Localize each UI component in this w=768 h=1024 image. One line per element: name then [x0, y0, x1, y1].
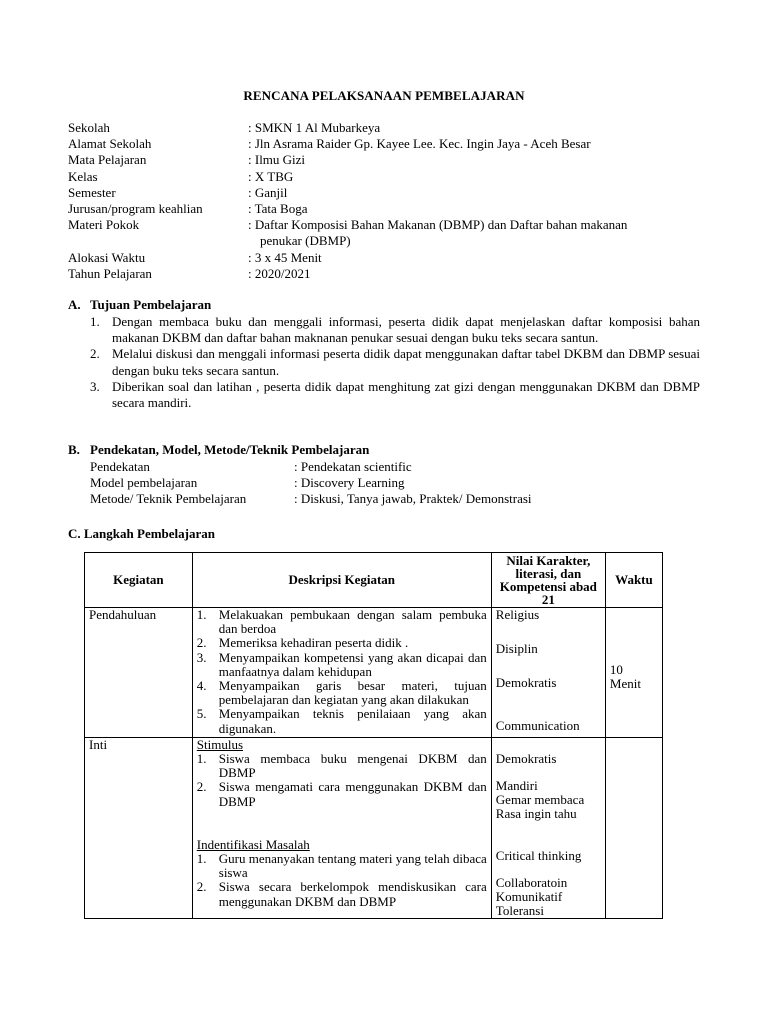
- cell-kegiatan: Pendahuluan: [85, 608, 193, 738]
- step-number: 2.: [196, 635, 207, 651]
- step-item: [197, 852, 487, 880]
- identity-block: [68, 120, 708, 282]
- cell-deskripsi: [192, 608, 491, 738]
- time-value: 10: [609, 662, 623, 677]
- info-value: : Daftar Komposisi Bahan Makanan (DBMP) dan Daftar bahan makanan: [248, 217, 628, 233]
- document-title: RENCANA PELAKSANAAN PEMBELAJARAN: [243, 88, 525, 103]
- approach-block: [90, 459, 532, 508]
- section-title: Pendekatan, Model, Metode/Teknik Pembelajaran: [90, 442, 370, 457]
- step-text: Siswa membaca buku mengenai DKBM dan DBMP: [218, 751, 487, 781]
- list-item: [90, 314, 700, 346]
- value-tag: Komunikatif: [495, 889, 563, 905]
- step-item: [197, 608, 487, 636]
- value-tag: Religius: [495, 607, 540, 622]
- info-value: : Tata Boga: [248, 201, 308, 217]
- info-label: Kelas: [68, 168, 98, 184]
- item-text: Diberikan soal dan latihan , peserta didik dapat menghitung zat gizi dengan menggunakan DKBM dan DBMP secara mandiri.: [112, 378, 700, 411]
- step-item: [197, 636, 487, 650]
- step-item: [197, 707, 487, 735]
- value-tag: Communication: [495, 717, 580, 733]
- approach-row: [90, 459, 532, 475]
- info-label: Alokasi Waktu: [68, 249, 146, 265]
- step-number: 5.: [196, 706, 207, 722]
- section-c-heading: [68, 526, 215, 542]
- info-label: Mata Pelajaran: [68, 152, 147, 168]
- section-a-heading: [68, 297, 211, 313]
- list-item: [90, 346, 700, 378]
- header-nilai: Nilai Karakter, literasi, dan Kompetensi abad 21: [491, 553, 605, 608]
- approach-value: : Discovery Learning: [294, 475, 405, 491]
- cell-deskripsi: [192, 737, 491, 919]
- info-label: Semester: [68, 184, 116, 200]
- approach-label: Model pembelajaran: [90, 475, 198, 491]
- value-tag: Critical thinking: [495, 847, 582, 863]
- header-kegiatan: Kegiatan: [85, 553, 193, 608]
- step-item: [197, 651, 487, 679]
- step-text: Menyampaikan garis besar materi, tujuan pembelajaran dan kegiatan yang akan dilakukan: [218, 678, 487, 708]
- value-tag: Collaboratoin: [495, 874, 568, 890]
- value-tag: Rasa ingin tahu: [495, 806, 577, 822]
- info-label: Materi Pokok: [68, 217, 140, 233]
- info-row-jurusan: [68, 201, 708, 217]
- header-waktu: Waktu: [605, 553, 662, 608]
- item-number: 1.: [90, 314, 100, 329]
- step-number: 4.: [196, 678, 207, 694]
- approach-label: Metode/ Teknik Pembelajaran: [90, 491, 247, 507]
- learning-steps-table: [84, 552, 663, 919]
- value-tag: Gemar membaca: [495, 792, 585, 808]
- cell-waktu: [605, 608, 662, 738]
- section-title: Langkah Pembelajaran: [83, 526, 215, 541]
- step-text: Menyampaikan kompetensi yang akan dicapai dan manfaatnya dalam kehidupan: [218, 649, 487, 679]
- section-b-heading: [68, 442, 369, 458]
- info-row-alamat: [68, 136, 708, 152]
- phase-label: Indentifikasi Masalah: [196, 836, 310, 852]
- info-label: Alamat Sekolah: [68, 136, 152, 152]
- value-tag: Mandiri: [495, 778, 538, 794]
- table-row: [85, 608, 663, 738]
- info-row-alokasi: [68, 250, 708, 266]
- info-value: : Jln Asrama Raider Gp. Kayee Lee. Kec. Ingin Jaya - Aceh Besar: [248, 136, 591, 152]
- value-tag: Toleransi: [495, 903, 544, 919]
- value-tag: Demokratis: [495, 675, 557, 691]
- section-title: Tujuan Pembelajaran: [90, 297, 212, 312]
- info-label: Sekolah: [68, 120, 110, 135]
- section-letter: A.: [68, 297, 81, 312]
- info-value: : 2020/2021: [248, 265, 311, 281]
- info-value: : Ilmu Gizi: [248, 152, 306, 168]
- list-item: [90, 379, 700, 411]
- info-label: Tahun Pelajaran: [68, 265, 152, 281]
- item-text: Melalui diskusi dan menggali informasi peserta didik dapat menggunakan daftar tabel DKBM dan DBMP sesuai dengan buku teks secara santun.: [112, 346, 700, 378]
- approach-label: Pendekatan: [90, 459, 150, 474]
- info-row-tahun: [68, 266, 708, 282]
- step-text: Guru menanyakan tentang materi yang telah dibaca siswa: [218, 851, 487, 881]
- step-number: 1.: [196, 851, 207, 867]
- step-text: Menyampaikan teknis penilaiaan yang akan digunakan.: [218, 706, 487, 736]
- approach-value: : Diskusi, Tanya jawab, Praktek/ Demonstrasi: [294, 491, 532, 507]
- objectives-list: [90, 314, 700, 411]
- info-value: : X TBG: [248, 168, 294, 184]
- table-row: [85, 737, 663, 919]
- info-value: : SMKN 1 Al Mubarkeya: [248, 120, 381, 135]
- approach-row: [90, 491, 532, 507]
- step-text: Siswa mengamati cara menggunakan DKBM dan DBMP: [218, 779, 487, 809]
- info-row-materi: [68, 217, 708, 249]
- info-value: : 3 x 45 Menit: [248, 249, 322, 265]
- item-text: Dengan membaca buku dan menggali informasi, peserta didik dapat menjelaskan daftar komposisi bahan makanan DKBM dan daftar bahan maknanan penukar sesuai dengan buku teks secara santun.: [112, 314, 700, 346]
- step-item: [197, 679, 487, 707]
- step-number: 1.: [196, 607, 207, 622]
- step-number: 1.: [196, 751, 207, 767]
- info-value: : Ganjil: [248, 184, 288, 200]
- info-row-kelas: [68, 169, 708, 185]
- info-row-semester: [68, 185, 708, 201]
- item-number: 2.: [90, 346, 100, 362]
- step-item: [197, 880, 487, 908]
- item-number: 3.: [90, 378, 100, 394]
- step-number: 2.: [196, 779, 207, 795]
- info-value-group: [248, 217, 708, 249]
- info-row-sekolah: [68, 120, 708, 136]
- cell-kegiatan: Inti: [85, 737, 193, 919]
- approach-value: : Pendekatan scientific: [294, 459, 412, 474]
- section-letter: C.: [68, 526, 81, 541]
- step-text: Melakuakan pembukaan dengan salam pembuka dan berdoa: [218, 607, 487, 637]
- header-deskripsi: Deskripsi Kegiatan: [192, 553, 491, 608]
- step-text: Siswa secara berkelompok mendiskusikan cara menggunakan DKBM dan DBMP: [218, 879, 487, 909]
- value-tag: Demokratis: [495, 750, 557, 766]
- time-unit: Menit: [609, 676, 641, 692]
- phase-label: Stimulus: [196, 736, 244, 752]
- info-row-mapel: [68, 152, 708, 168]
- cell-waktu: [605, 737, 662, 919]
- table-header-row: [85, 553, 663, 608]
- value-tag: Disiplin: [495, 641, 538, 657]
- step-item: [197, 752, 487, 780]
- step-number: 2.: [196, 879, 207, 895]
- cell-nilai: [491, 737, 605, 919]
- info-label: Jurusan/program keahlian: [68, 201, 203, 217]
- info-value-continued: penukar (DBMP): [260, 233, 351, 249]
- step-item: [197, 780, 487, 808]
- step-number: 3.: [196, 649, 207, 665]
- cell-nilai: [491, 608, 605, 738]
- section-letter: B.: [68, 442, 80, 457]
- step-text: Memeriksa kehadiran peserta didik .: [218, 635, 409, 651]
- approach-row: [90, 475, 532, 491]
